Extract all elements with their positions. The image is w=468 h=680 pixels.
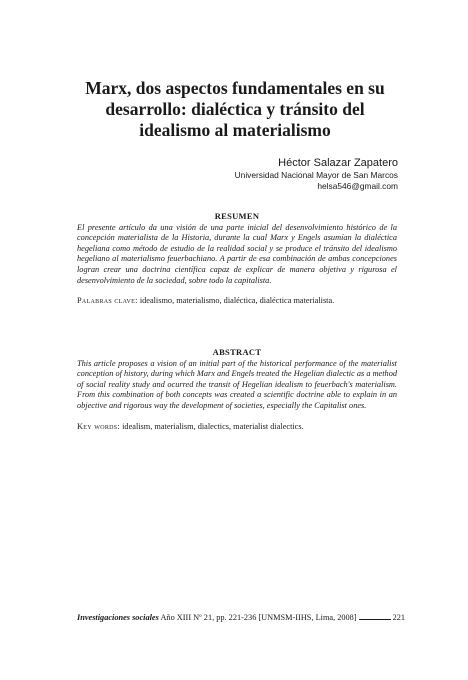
footer-rule [359,619,391,620]
resumen-heading: RESUMEN [214,211,260,221]
author-email: helsa546@gmail.com [317,181,398,191]
abstract-keywords-label: Key words: [77,421,121,431]
page-footer [77,612,407,623]
abstract-keywords-list: idealism, materialism, dialectics, materialist dialectics. [122,421,304,431]
author-affiliation: Universidad Nacional Mayor de San Marcos [234,170,398,180]
resumen-section [77,211,397,307]
abstract-keywords [77,422,397,433]
author-block [235,157,398,192]
resumen-keywords-label: Palabras clave: [77,296,138,306]
journal-name: Investigaciones sociales [77,613,159,622]
abstract-heading: ABSTRACT [212,347,262,357]
resumen-keywords-list: idealismo, materialismo, dialéctica, dialéctica materialista. [139,296,335,306]
author-name: Héctor Salazar Zapatero [278,157,398,169]
journal-details: Año XIII Nº 21, pp. 221-236 [UNMSM-IIHS, Lima, 2008] [160,613,357,622]
article-title: Marx, dos aspectos fundamentales en su desarrollo: dialéctica y tránsito del idealismo al materialismo [85,78,385,140]
resumen-text: El presente artículo da una visión de una parte inicial del desenvolvimiento histórico de la concepción materialista de la Historia, durante la cual Marx y Engels asumían la dialéctica hegeliana como método de estudio de la realidad social y se produce el tránsito del idealismo hegeliano al materialismo feuerbachiano. A partir de esa combinación de ambas concepciones logran crear una doctrina científica capaz de explicar de manera objetiva y rigurosa el desenvolvimiento de la sociedad, sobre todo la capitalista. [77,222,397,285]
resumen-keywords [77,296,397,307]
page-number: 221 [392,613,406,622]
abstract-text: This article proposes a vision of an initial part of the historical performance of the materialist conception of history, during which Marx and Engels treated the Hegelian dialectic as a method of social reality study and ocurred the transit of Hegelian idealism to feuerbach's materialism. From this combination of both concepts was created a scientific doctrine able to explain in an objective and rigorous way the development of societies, especially the Capitalist ones. [77,358,397,410]
abstract-section [77,347,397,432]
